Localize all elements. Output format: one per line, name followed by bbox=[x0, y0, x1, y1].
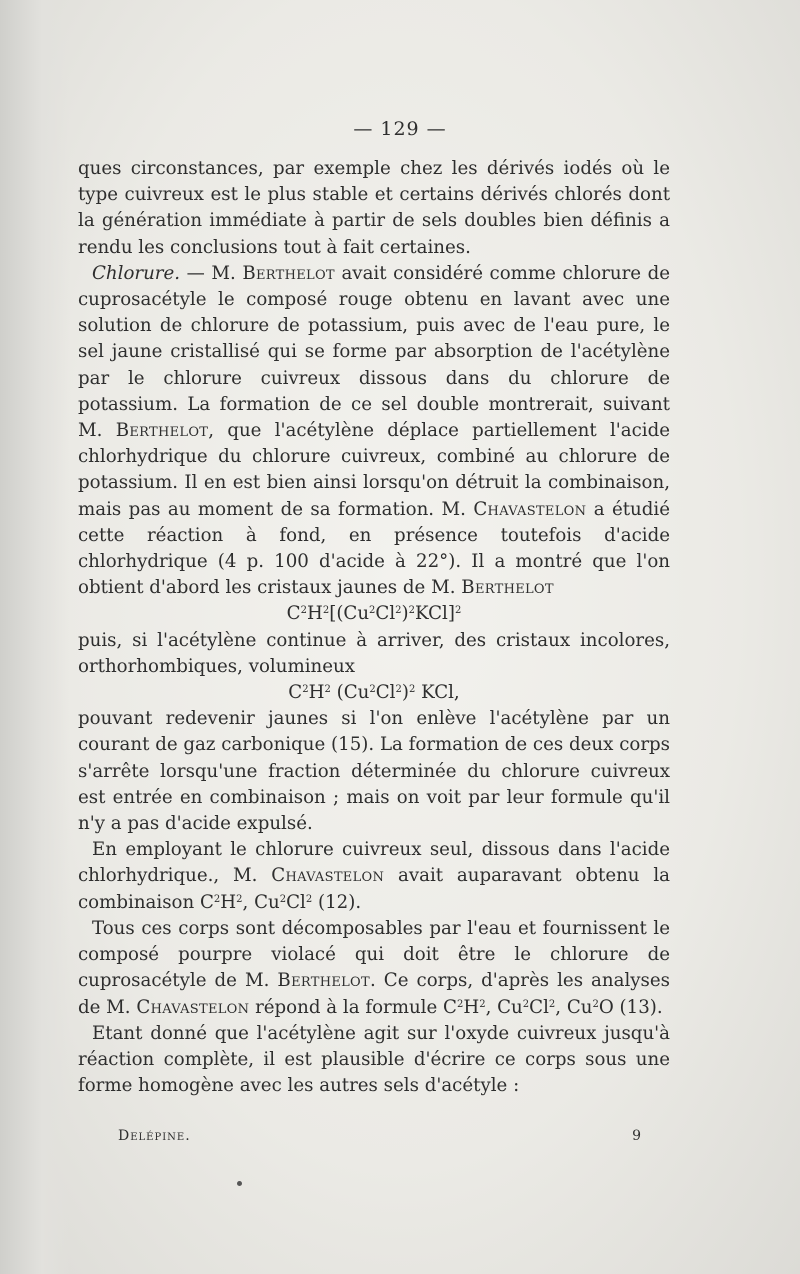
author-ref: Berthelot bbox=[115, 420, 209, 442]
author-ref: Chavastelon bbox=[136, 996, 250, 1018]
author-ref: Chavastelon bbox=[271, 865, 385, 887]
footer-author: Delépine. bbox=[118, 1128, 191, 1144]
page-number: — 129 — bbox=[353, 118, 447, 140]
formula-1: $C^2H^2[(Cu^2Cl^2)^2KCl]^2$ bbox=[286, 603, 462, 625]
paragraph-5: En employant le chlorure cuivreux seul, dissous dans l'acide chlorhydrique., M. Chavastelon avait auparavant obtenu la combinaison $C^2H^2$, Cu$^2$Cl$^2$ (12). bbox=[78, 839, 670, 913]
author-ref: Berthelot bbox=[461, 577, 554, 599]
page-footer bbox=[118, 1128, 642, 1144]
section-heading: Chlorure. bbox=[92, 262, 181, 284]
scan-edge-shadow bbox=[0, 0, 70, 1274]
paragraph-2: Chlorure. — M. Berthelot avait considéré comme chlorure de cuprosacétyle le composé rouge obtenu en lavant avec une solution de chlorure de potassium, puis avec de l'eau pure, le sel jaune cristallisé qui se forme par absorption de l'acétylène par le chlorure cuivreux dissous dans du chlorure de potassium. La formation de ce sel double montrerait, suivant M. Berthelot, que l'acétylène déplace partiellement l'acide chlorhydrique du chlorure cuivreux, combiné au chlorure de potassium. Il en est bien ainsi lorsqu'on détruit la combinaison, mais pas au moment de sa formation. M. Chavastelon a étudié cette réaction à fond, en présence toutefois d'acide chlorhydrique (4 p. 100 d'acide à 22°). Il a montré que l'on obtient d'abord les cristaux jaunes de M. Berthelot bbox=[78, 262, 671, 599]
paragraph-4: pouvant redevenir jaunes si l'on enlève l'acétylène par un courant de gaz carbonique (15). La formation de ces deux corps s'arrête lorsqu'une fraction déterminée du chlorure cuivreux est entrée en combinaison ; mais on voit par leur formule qu'il n'y a pas d'acide expulsé. bbox=[78, 708, 670, 835]
body-text bbox=[78, 156, 670, 1099]
paragraph-6: Tous ces corps sont décomposables par l'eau et fournissent le composé pourpre violacé qui doit être le chlorure de cuprosacétyle de M. Berthelot. Ce corps, d'après les analyses de M. Chavastelon répond à la formule $C^2H^2$, Cu$^2$Cl$^2$, Cu$^2$O (13). bbox=[78, 917, 670, 1018]
author-ref: Berthelot bbox=[242, 262, 335, 284]
paragraph-3: puis, si l'acétylène continue à arriver, des cristaux incolores, orthorhombiques, volumineux bbox=[78, 629, 670, 677]
ink-spot bbox=[237, 1181, 242, 1186]
paragraph-1: ques circonstances, par exemple chez les dérivés iodés où le type cuivreux est le plus stable et certains dérivés chlorés dont la génération immédiate à partir de sels doubles bien définis a rendu les conclusions tout à fait certaines. bbox=[78, 158, 670, 258]
paragraph-7: Etant donné que l'acétylène agit sur l'oxyde cuivreux jusqu'à réaction complète, il est plausible d'écrire ce corps sous une forme homogène avec les autres sels d'acétyle : bbox=[78, 1022, 670, 1097]
author-ref: Chavastelon bbox=[473, 498, 587, 520]
signature-mark: 9 bbox=[632, 1128, 642, 1144]
formula-2: $C^2H^2$ $(Cu^2Cl^2)^2$ KCl, bbox=[288, 682, 460, 704]
author-ref: Berthelot bbox=[277, 970, 370, 992]
